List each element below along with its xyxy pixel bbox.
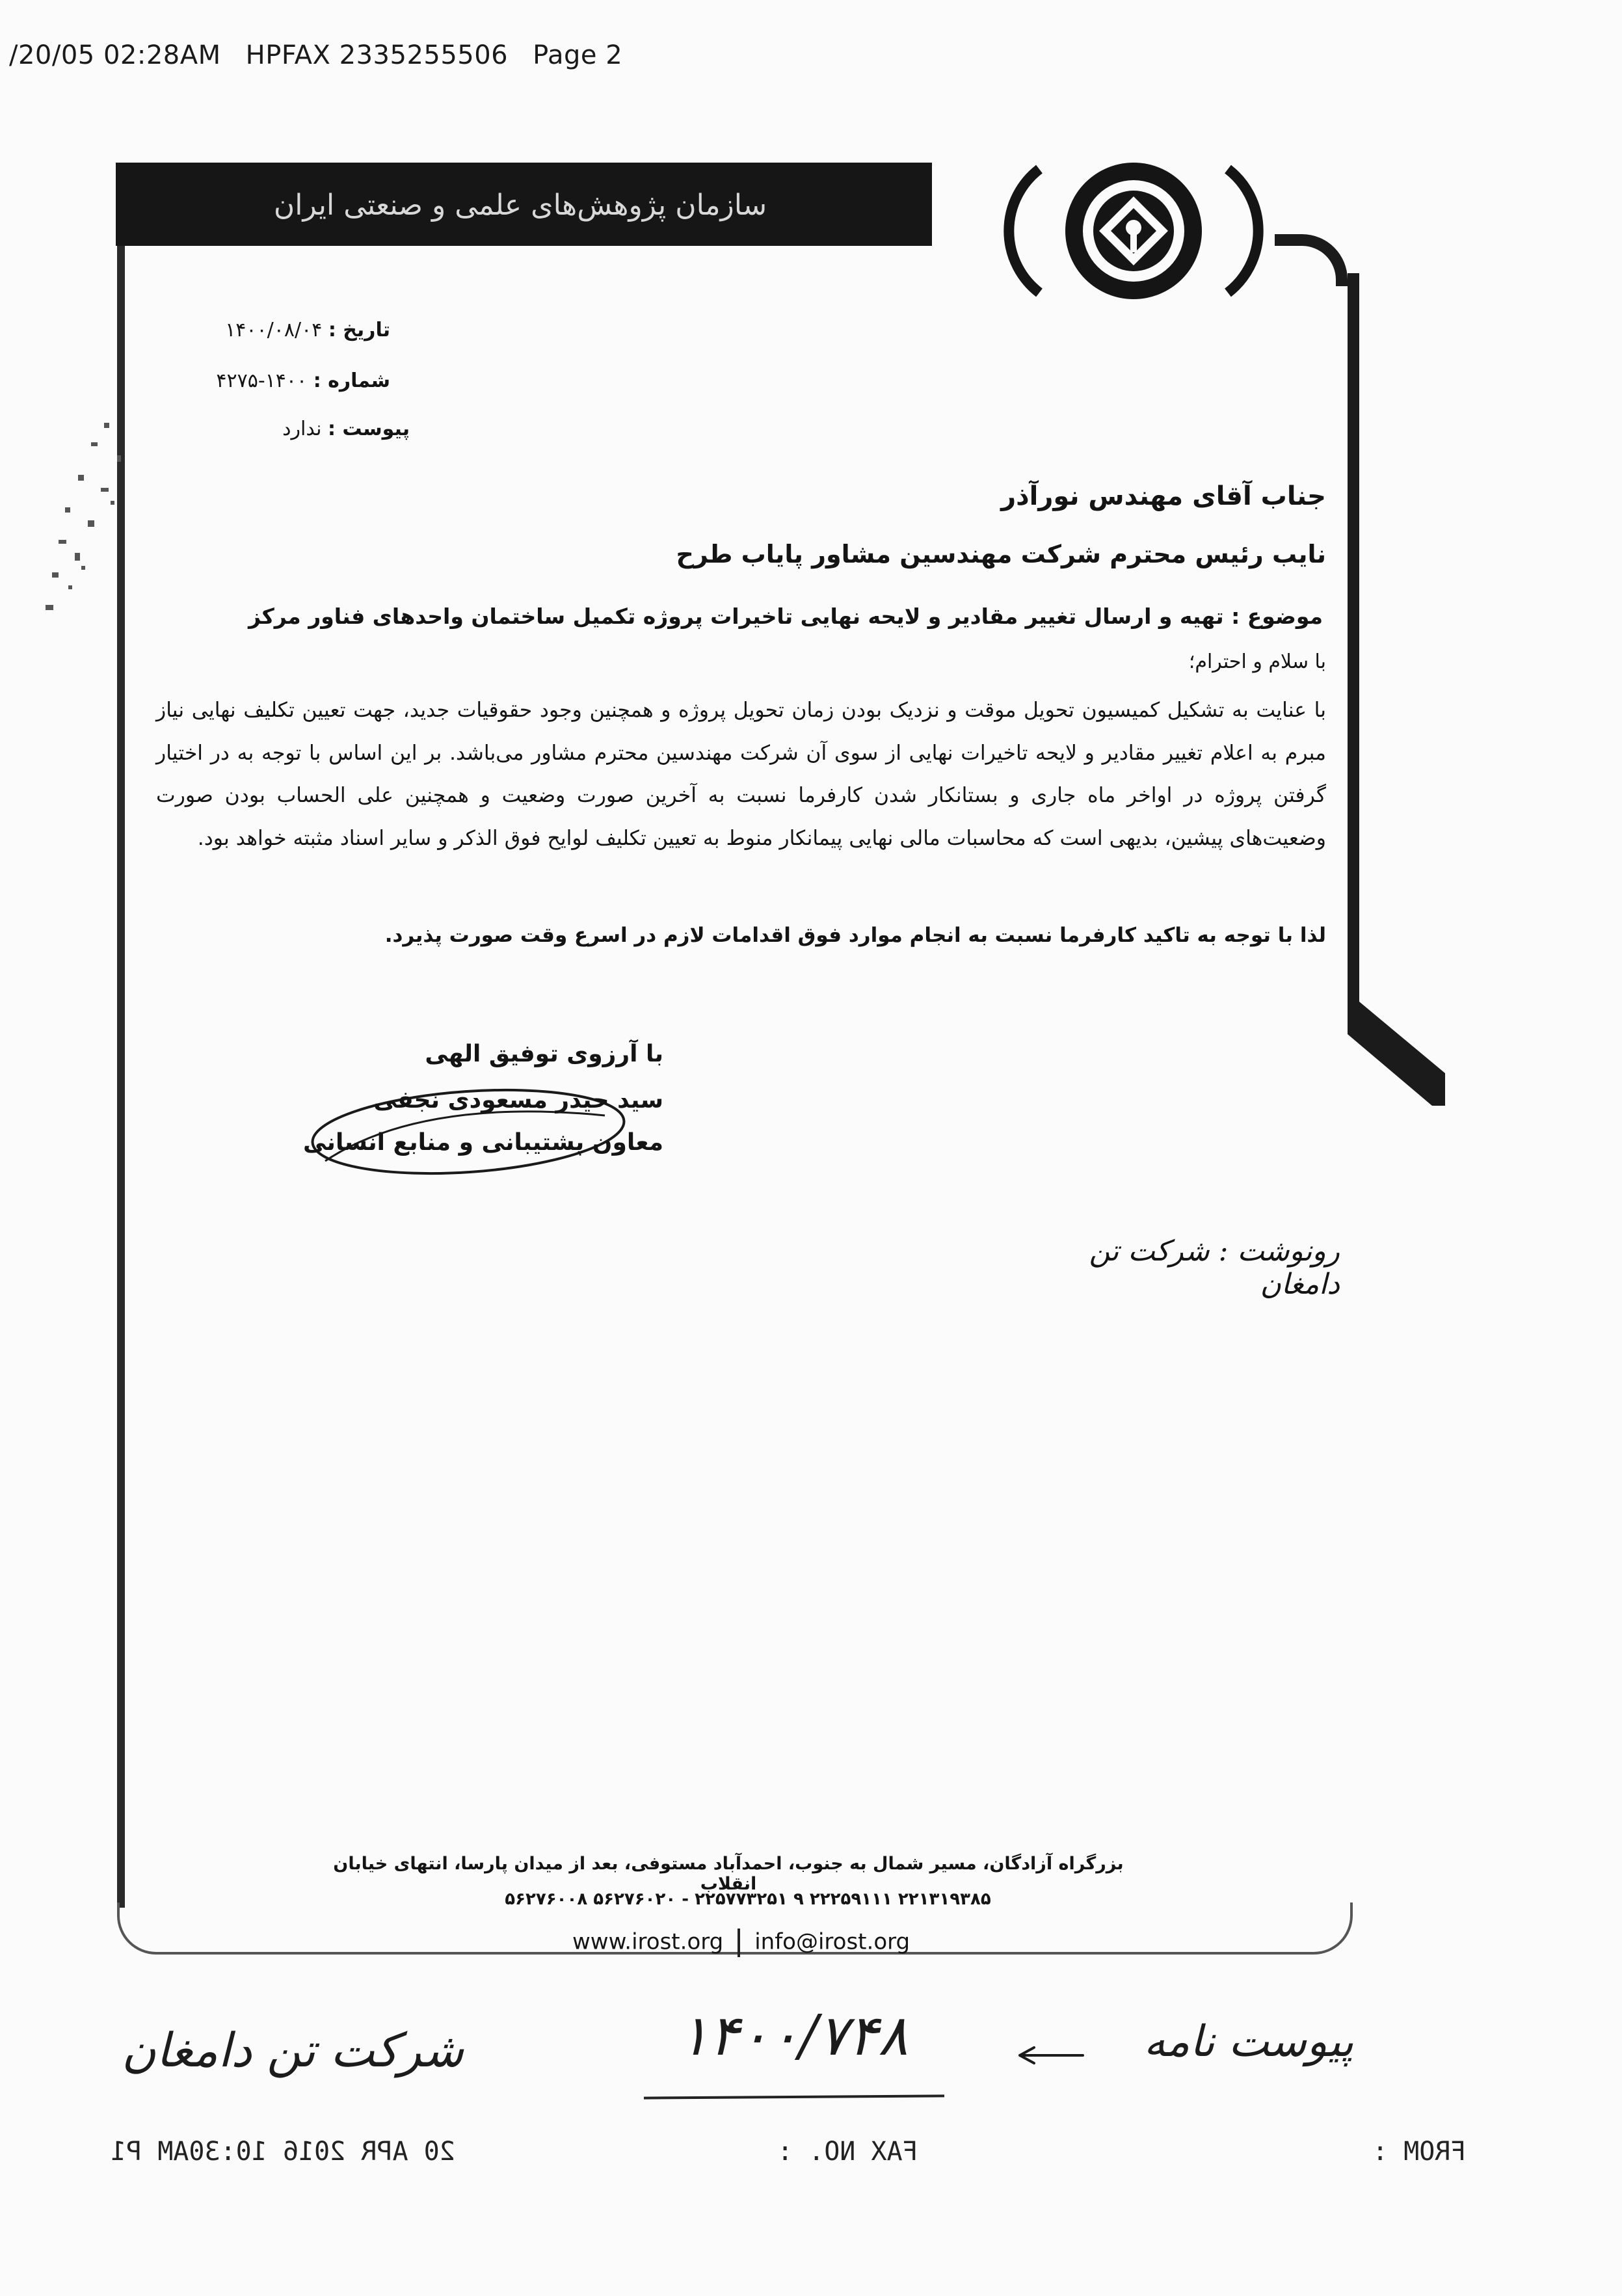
handwritten-arrow-icon: [1015, 2042, 1086, 2068]
handwritten-attachment-note: پیوست نامه: [1143, 2016, 1354, 2066]
handwritten-company: شرکت تن دامغان: [122, 2023, 464, 2077]
fax-footer-from: FROM :: [1372, 2137, 1467, 2167]
carbon-copy: رونوشت : شرکت تن دامغان: [1089, 1235, 1340, 1301]
fax-sender: HPFAX 2335255506: [245, 40, 509, 70]
frame-corner: [1275, 234, 1348, 286]
letter-subject: موضوع : تهیه و ارسال تغییر مقادیر و لایحه نهایی تاخیرات پروژه تکمیل ساختمان واحدهای فناور مرکز: [248, 604, 1323, 629]
fax-datetime: /20/05 02:28AM: [9, 40, 221, 70]
attachment-line: [215, 418, 410, 440]
handwritten-underline: [644, 2094, 944, 2099]
attachment-value: ندارد: [282, 418, 322, 440]
addressee-position: نایب رئیس محترم شرکت مهندسین مشاور پایاب طرح: [676, 540, 1326, 568]
date-line: [195, 319, 390, 341]
addressee: جناب آقای مهندس نورآذر: [1001, 481, 1326, 511]
number-label: شماره :: [313, 369, 390, 392]
footer-contacts: [572, 1929, 924, 1957]
footer-phones: ۵۶۲۷۶۰۰۸ ۵۶۲۷۶۰۲۰ - ۲۲۵۷۷۳۲۵۱ ۹ ۲۲۲۵۹۱۱۱ ۲۲۱۳۱۹۳۸۵: [505, 1889, 991, 1909]
organization-logo: [994, 156, 1273, 306]
fax-footer-faxno: FAX NO. :: [777, 2137, 918, 2167]
footer-email: info@irost.org: [754, 1929, 911, 1955]
letter-closing: لذا با توجه به تاکید کارفرما نسبت به انجام موارد فوق اقدامات لازم در اسرع وقت صورت پذیرد.: [384, 924, 1326, 947]
signature-greeting: با آرزوی توفیق الهی: [425, 1041, 663, 1067]
number-line: [195, 369, 390, 392]
scan-noise: [39, 416, 137, 631]
fax-footer-datetime: 20 APR 2016 10:30AM P1: [111, 2137, 455, 2167]
signature-block: [273, 1041, 663, 1156]
letter-body: با عنایت به تشکیل کمیسیون تحویل موقت و نزدیک بودن زمان تحویل پروژه و همچنین وجود حقوقیات جدید، جهت تعیین تکلیف نهایی نیاز مبرم به اعلام تغییر مقادیر و لایحه تاخیرات نهایی از سوی آن شرکت مهندسین محترم مشاور می‌باشد. بر این اساس با توجه به در اختیار گرفتن پروژه در اواخر ماه جاری و بستانکار شدن کارفرما نسبت به آخرین صورت وضعیت و همچنین علی الحساب بودن صورت وضعیت‌های پیشین، بدیهی است که محاسبات مالی نهایی پیمانکار منوط به تعیین تکلیف لوایح فوق الذکر و سایر اسناد مثبته خواهد بود.: [156, 699, 1326, 850]
attachment-label: پیوست :: [327, 418, 410, 440]
frame-right-border: [1348, 273, 1359, 1002]
signatory-name: سید حیدر مسعودی نجفی: [373, 1087, 663, 1114]
date-value: ۱۴۰۰/۰۸/۰۴: [225, 319, 323, 341]
signatory-title: معاون پشتیبانی و منابع انسانی: [303, 1129, 663, 1156]
footer-website: www.irost.org: [572, 1929, 724, 1955]
handwritten-number: ۱۴۰۰/۷۴۸: [678, 2003, 909, 2068]
footer-separator: [738, 1929, 740, 1957]
footer-address: بزرگراه آزادگان، مسیر شمال به جنوب، احمدآباد مستوفی، بعد از میدان پارسا، انتهای خیابان انقلاب: [333, 1854, 1124, 1894]
fax-page: Page 2: [533, 40, 623, 70]
fax-header: [9, 40, 647, 70]
frame-tail: [1348, 1002, 1445, 1106]
letter-greeting: با سلام و احترام؛: [1188, 650, 1326, 673]
number-value: ۱۴۰۰-۴۲۷۵: [216, 369, 308, 392]
organization-name: سازمان پژوهش‌های علمی و صنعتی ایران: [273, 189, 767, 222]
date-label: تاریخ :: [328, 319, 390, 341]
